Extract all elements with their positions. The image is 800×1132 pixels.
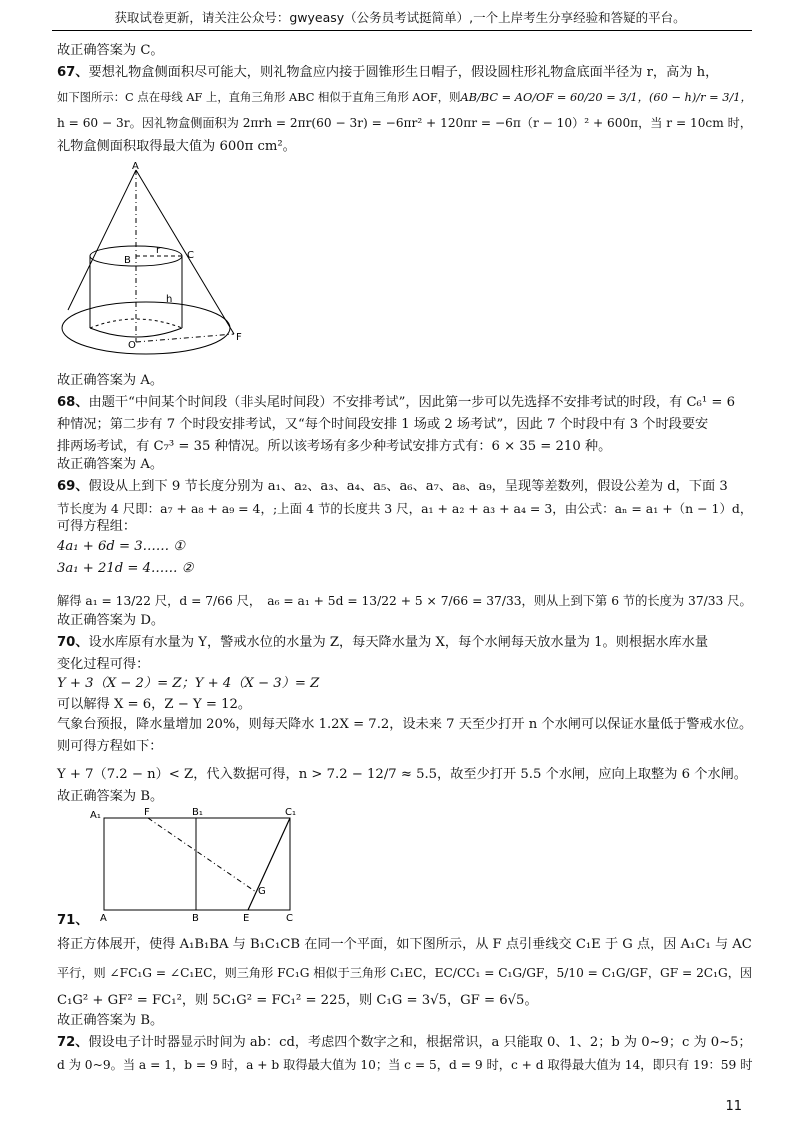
q67-line-3: h = 60 − 3r。因礼物盒侧面积为 2πrh = 2πr(60 − 3r) = −6πr² + 120πr = −6π（r − 10）² + 600π，当 r = 10cm 时， (57, 116, 752, 130)
label-f: F (236, 332, 242, 343)
q69-line-1 (57, 478, 728, 496)
q67-line-4: 礼物盒侧面积取得最大值为 600π cm²。 (57, 139, 296, 154)
q67-text-2a: 如下图所示：C 点在母线 AF 上，直角三角形 ABC 相似于直角三角形 AOF，则 (57, 90, 461, 104)
label-c1: C₁ (285, 807, 296, 818)
q67-formula-2: AB/BC = AO/OF = 60/20 = 3/1，(60 − h)/r = 3/1， (460, 90, 752, 104)
q72-number: 72、 (57, 1035, 89, 1050)
q68-text-1: 由题干“中间某个时间段（非头尾时间段）不安排考试”，因此第一步可以先选择不安排考试的时段，有 C₆¹ = 6 (88, 395, 735, 410)
header-rule (52, 30, 752, 31)
label-b: B (192, 913, 199, 922)
q68-line-3: 排两场考试，有 C₇³ = 35 种情况。所以该考场有多少种考试安排方式有：6 × 35 = 210 种。 (57, 439, 612, 454)
cube-net-figure (88, 804, 310, 922)
q67-text-1: 要想礼物盒侧面积尽可能大，则礼物盒应内接于圆锥形生日帽子，假设圆柱形礼物盒底面半径为 r，高为 h， (88, 65, 719, 80)
q69-equation-2: 3a₁ + 21d = 4…… ② (57, 561, 194, 576)
label-b1: B₁ (192, 807, 203, 818)
label-a: A (100, 913, 107, 922)
q70-number: 70、 (57, 635, 89, 650)
q70-text-1: 设水库原有水量为 Y，警戒水位的水量为 Z，每天降水量为 X，每个水闸每天放水量为 1。则根据水库水量 (88, 635, 709, 650)
label-b: B (124, 255, 131, 266)
q70-line-5: 则可得方程如下： (57, 739, 163, 754)
answer-71: 故正确答案为 B。 (57, 1013, 164, 1028)
q69-text-1: 假设从上到下 9 节长度分别为 a₁、a₂、a₃、a₄、a₅、a₆、a₇、a₈、a₉，呈现等差数列，假设公差为 d，下面 3 (88, 479, 728, 494)
answer-66: 故正确答案为 C。 (57, 43, 164, 58)
answer-68: 故正确答案为 A。 (57, 457, 164, 472)
label-c: C (187, 250, 194, 261)
q71-line-1: 将正方体展开，使得 A₁B₁BA 与 B₁C₁CB 在同一个平面，如下图所示，从 F 点引垂线交 C₁E 于 G 点，因 A₁C₁ 与 AC (57, 937, 752, 952)
q68-line-1 (57, 394, 735, 412)
q70-line-1 (57, 634, 708, 652)
q71-line-3: C₁G² + GF² = FC₁²，则 5C₁G² = FC₁² = 225，则 C₁G = 3√5，GF = 6√5。 (57, 993, 538, 1008)
answer-70: 故正确答案为 B。 (57, 789, 164, 804)
q68-line-2: 种情况；第二步有 7 个时段安排考试，又“每个时间段安排 1 场或 2 场考试”，因此 7 个时段中有 3 个时段要安 (57, 417, 709, 432)
cone-left-edge (68, 170, 136, 310)
q71-line-2: 平行，则 ∠FC₁G = ∠C₁EC，则三角形 FC₁G 相似于三角形 C₁EC，EC/CC₁ = C₁G/GF，5/10 = C₁G/GF，GF = 2C₁G，因 (57, 966, 753, 980)
segment-c1e (248, 818, 290, 910)
q69-line-2: 节长度为 4 尺即：a₇ + a₈ + a₉ = 4，;上面 4 节的长度共 3 尺，a₁ + a₂ + a₃ + a₄ = 3，由公式：aₙ = a₁ +（n − 1）d， (57, 501, 753, 516)
label-c: C (286, 913, 293, 922)
q70-line-2: 变化过程可得： (57, 657, 150, 672)
q70-line-4: 气象台预报，降水量增加 20%，则每天降水 1.2X = 7.2，设未来 7 天至少打开 n 个水闸可以保证水量低于警戒水位。 (57, 717, 753, 732)
q67-line-2 (57, 88, 752, 106)
q67-line-1 (57, 64, 718, 82)
q71-number: 71、 (57, 913, 89, 928)
q70-equation: Y + 3（X − 2）= Z；Y + 4（X − 3）= Z (57, 676, 320, 691)
cone-right-edge (136, 170, 234, 334)
answer-69: 故正确答案为 D。 (57, 613, 165, 628)
q69-number: 69、 (57, 479, 89, 494)
label-e: E (243, 913, 250, 922)
q72-line-1 (57, 1034, 752, 1052)
answer-67: 故正确答案为 A。 (57, 373, 164, 388)
label-a: A (132, 161, 139, 172)
label-f: F (144, 807, 150, 818)
q68-number: 68、 (57, 395, 89, 410)
q69-line-4: 解得 a₁ = 13/22 尺，d = 7/66 尺， a₆ = a₁ + 5d = 13/22 + 5 × 7/66 = 37/33，则从上到下第 6 节的长度为 37/33 尺。 (57, 594, 752, 608)
segment-fg (148, 818, 256, 892)
page-number: 11 (725, 1099, 742, 1114)
q69-equation-1: 4a₁ + 6d = 3…… ① (57, 539, 186, 554)
q72-text-1: 假设电子计时器显示时间为 ab：cd，考虑四个数字之和，根据常识，a 只能取 0、1、2；b 为 0~9；c 为 0~5； (88, 1035, 752, 1050)
q67-number: 67、 (57, 65, 89, 80)
label-r: r (156, 245, 161, 256)
q69-line-3: 可得方程组： (57, 519, 137, 534)
label-h: h (166, 294, 173, 305)
label-g: G (258, 886, 266, 897)
q70-line-3: 可以解得 X = 6，Z − Y = 12。 (57, 697, 252, 712)
label-a1: A₁ (90, 810, 101, 821)
q72-line-2: d 为 0~9。当 a = 1，b = 9 时，a + b 取得最大值为 10；当 c = 5，d = 9 时，c + d 取得最大值为 14，即只有 19：59 时 (57, 1058, 753, 1072)
cone-figure (60, 160, 270, 360)
q70-line-6: Y + 7（7.2 − n）< Z，代入数据可得，n > 7.2 − 12/7 ≈ 5.5，故至少打开 5.5 个水闸，应向上取整为 6 个水闸。 (57, 767, 747, 782)
label-o: O (128, 340, 136, 351)
cone-base (62, 302, 230, 354)
page-header: 获取试卷更新，请关注公众号：gwyeasy（公务员考试挺简单）,一个上岸考生分享经验和答疑的平台。 (114, 10, 686, 25)
